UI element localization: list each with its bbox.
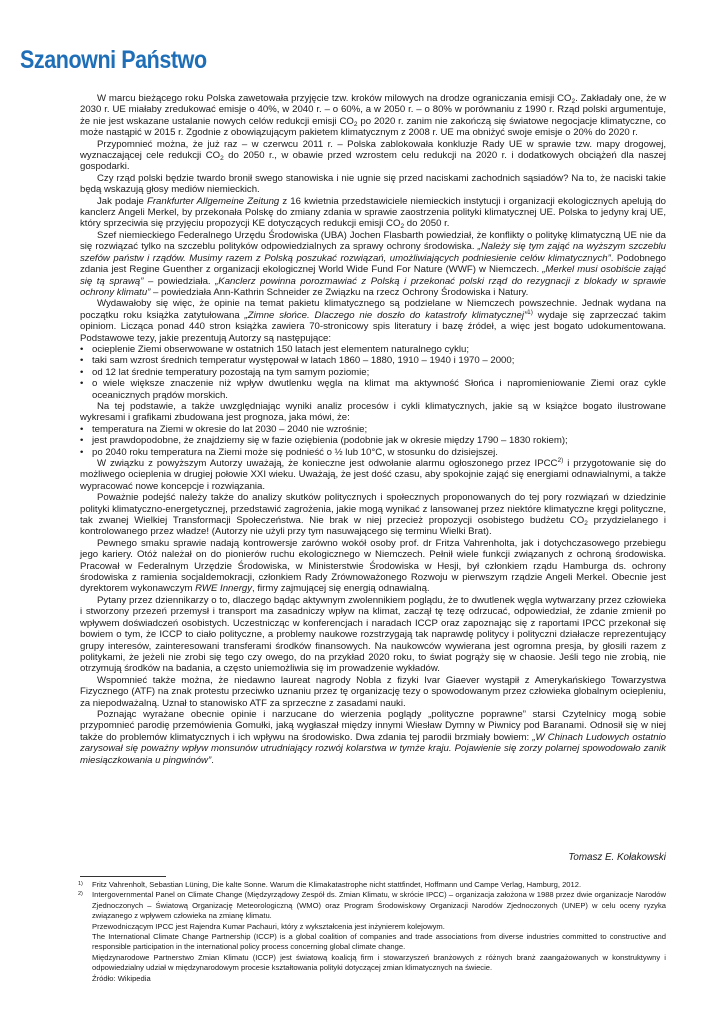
quote: „W Chinach Ludowych ostatnio zarysował się poważny wpływ monsunów utrudniający rozwój kolarstwa w tymże kraju. Pojawienie się zorzy polarnej spowodowało zanik miesiączkowania u pingwinów”	[80, 731, 666, 766]
paragraph: Wydawałoby się więc, że opinie na temat pakietu klimatycznego są podzielane w Niemczech powszechnie. Jednak wydana na początku roku książka zatytułowana „Zimne słońce. Dlaczego nie doszło do katastrofy klimatycznej”$^{1)}$ wydaje się zaprzeczać takim opiniom. Licząca ponad 440 stron książka zawiera 70-stronicowy spis literatury i bazę źródeł, a więc jest bogato udokumentowana. Podstawowe tezy, jakie prezentują Autorzy są następujące:	[80, 298, 666, 344]
footnote-mark: 1)	[78, 881, 83, 887]
paragraph: Na tej podstawie, a także uwzględniając wyniki analiz procesów i cykli klimatycznych, jakie są w książce bogato ilustrowane wykresami i grafikami zbudowana jest prognoza, jaka mówi, że:	[80, 400, 666, 424]
paragraph: Wspomnieć także można, że niedawno laureat nagrody Nobla z fizyki Ivar Giaever wystąpił z Amerykańskiego Towarzystwa Fizycznego (ATF) na znak protestu przeciwko uznaniu przez tę organizację tezy o spowodowanym przez człowieka globalnym ociepleniu, za niepodważalną. Uznał to stanowisko ATF za sprzeczne z zasadami nauki.	[80, 674, 666, 709]
book-title: „Zimne słońce. Dlaczego nie doszło do katastrofy klimatycznej”	[244, 309, 528, 321]
list-item: • od 12 lat średnie temperatury pozostają na tym samym poziomie;	[80, 367, 666, 378]
quote: „Merkel musi osobiście zająć się tą sprawą”	[80, 264, 667, 287]
footnotes	[80, 880, 666, 984]
page-title: Szanowni Państwo	[20, 46, 207, 74]
paragraph: Poznając wyrażane obecnie opinie i narzucane do wierzenia poglądy „polityczne poprawne” starsi Czytelnicy mogą sobie przypomnieć parodię przemówienia Gomułki, jaką wygłaszał między innymi Wiesław Dymny w Piwnicy pod Baranami. Odnosił się w niej także do problemów klimatycznych i ich wpływu na środowisko. Dwa zdania tej parodii brzmiały bowiem: „W Chinach Ludowych ostatnio zarysował się poważny wpływ monsunów utrudniający rozwój kolarstwa w tymże kraju. Pojawienie się zorzy polarnej spowodowało zanik miesiączkowania u pingwinów”.	[80, 708, 666, 766]
paragraph: Poważnie podejść należy także do analizy skutków politycznych i społecznych proponowanych do tej pory rozwiązań w dziedzinie polityki klimatyczno-energetycznej, przedstawić zagrożenia, jakie mogą wynikać z lansowanej przez niektóre klimatyczne kręgi polityczne, tak zwanej Wielkiej Transformacji Społeczeństwa. Nie brak w niej przecież propozycji osobistego budżetu $CO_2$ przydzielanego i kontrolowanego przez władze! (Autorzy nie użyli przy tym nasuwającego się terminu Wielki Brat).	[80, 492, 667, 538]
footnote: 1) Fritz Vahrenholt, Sebastian Lüning, Die kalte Sonne. Warum die Klimakatastrophe nicht stattfindet, Hoffmann und Campe Verlag, Hamburg, 2012.	[78, 880, 582, 889]
paragraph: Przypomnieć można, że już raz – w czerwcu 2011 r. – Polska zablokowała konkluzje Rady UE w sprawie tzw. mapy drogowej, wyznaczającej cele redukcji $CO_2$ do 2050 r., w obawie przed wzrostem celu redukcji na 2020 r. i dodatkowych obciążeń dla naszej gospodarki.	[80, 138, 666, 173]
quote: „Kanclerz powinna porozmawiać z Polską i przekonać polski rząd do rezygnacji z blokady w sprawie ochrony klimatu”	[80, 275, 666, 298]
list-item: • jest prawdopodobne, że znajdziemy się w fazie oziębienia (podobnie jak w okresie między 1790 – 1830 rokiem);	[80, 435, 666, 446]
footnote-divider	[80, 876, 166, 877]
list-item: • po 2040 roku temperatura na Ziemi może się podnieść o ½ lub 10°C, w stosunku do dzisiejszej.	[80, 447, 666, 458]
footnote: 2) Intergovernmental Panel on Climate Change (Międzyrządowy Zespół ds. Zmian Klimatu, w skrócie IPCC) – organizacja założona w 1988 przez dwie organizacje Narodów Zjednoczonych – Światową Organizację Meteorologiczną (WMO) oraz Program Środowiskowy Organizacji Narodów Zjednoczonych (UNEP) w celu oceny ryzyka związanego z wpływem człowieka na zmianę klimatu.	[78, 890, 666, 921]
newspaper-name: Frankfurter Allgemeine Zeitung	[146, 195, 280, 207]
company-name: RWE Innergy	[195, 583, 253, 595]
theses-list	[80, 344, 666, 401]
paragraph: Szef niemieckiego Federalnego Urzędu Środowiska (UBA) Jochen Flasbarth powiedział, że konflikty o politykę klimatyczną UE nie da się rozwiązać tylko na szczeblu polityków odpowiedzialnych za sprawy ochrony środowiska. „Należy się tym zająć na wyższym szczeblu szefów państw i rządów. Musimy razem z Polską poszukać rozwiązań, umożliwiających podniesienie celów klimatycznych”. Podobnego zdania jest Regine Guenther z organizacji ekologicznej World Wide Fund For Nature (WWF) w Niemczech. „Merkel musi osobiście zająć się tą sprawą” – powiedziała. „Kanclerz powinna porozmawiać z Polską i przekonać polski rząd do rezygnacji z blokady w sprawie ochrony klimatu” – powiedziała Ann-Kathrin Schneider ze Związku na rzecz Ochrony Środowiska i Natury.	[80, 229, 667, 298]
paragraph: W marcu bieżącego roku Polska zawetowała przyjęcie tzw. kroków milowych na drodze ograniczania emisji $CO_2$. Zakładały one, że w 2030 r. UE miałaby zredukować emisje o 40%, w 2040 r. – o 60%, a w 2050 r. – o 80% w porównaniu z 1990 r. Rząd polski argumentuje, że nie jest wskazane ustalanie nowych celów redukcji emisji $CO_2$ po 2020 r. zanim nie zakończą się światowe negocjacje klimatyczne, co może nastąpić w 2015 r. Zgodnie z obowiązującym pakietem klimatycznym z 2008 r. UE ma obniżyć swoje emisje o 20% do 2020 r.	[80, 93, 666, 139]
footnote-note: Międzynarodowe Partnerstwo Zmian Klimatu (ICCP) jest światową koalicją firm i stowarzyszeń branżowych z różnych branż zaangażowanych w konstruktywny i odpowiedzialny udział w międzynarodowym procesie kształtowania polityki dotyczącej zmian klimatycznych na świecie.	[92, 952, 666, 973]
footnote-source: Źródło: Wikipedia	[92, 973, 151, 983]
footnote-mark: 2)	[78, 891, 83, 898]
paragraph: Jak podaje Frankfurter Allgemeine Zeitung z 16 kwietnia przedstawiciele niemieckich instytucji i organizacji ekologicznych apelują do kanclerz Angeli Merkel, by przekonała Polskę do zmiany zdania w sprawie zaostrzenia polityki klimatycznej UE. Polska to jedyny kraj UE, który sprzeciwia się przyjęciu propozycji KE dotyczących redukcji emisji $CO_2$ do 2050 r.	[80, 195, 667, 231]
footnote-note: Przewodniczącym IPCC jest Rajendra Kumar Pachauri, który z wykształcenia jest inżynierem kolejowym.	[92, 921, 445, 931]
footnote-ref: 1)	[527, 308, 533, 316]
list-item: • temperatura na Ziemi w okresie do lat 2030 – 2040 nie wzrośnie;	[80, 424, 666, 435]
footnote-ref: 2)	[557, 457, 564, 464]
forecast-list	[80, 424, 666, 458]
article-body	[80, 93, 666, 766]
list-item: • ocieplenie Ziemi obserwowane w ostatnich 150 latach jest elementem naturalnego cyklu;	[80, 344, 666, 355]
author-signature: Tomasz E. Kołakowski	[568, 852, 666, 863]
paragraph: Pewnego smaku sprawie nadają kontrowersje zarówno wokół osoby prof. dr Fritza Vahrenholta, jak i dotychczasowego przebiegu jego kariery. Otóż należał on do pionierów ruchu ekologicznego w Niemczech. Pełnił wiele funkcji związanych z ochroną środowiska. Pracował w Federalnym Urzędzie Środowiska, w Ministerstwie Środowiska w Hesji, był członkiem rządu Hamburga ds. ochrony środowiska z ramienia socjaldemokracji, członkiem Rady Zrównoważonego Rozwoju w pierwszym rządzie Angeli Merkel. Obecnie jest dyrektorem wykonawczym RWE Innergy, firmy zajmującej się energią odnawialną.	[80, 537, 666, 595]
paragraph: W związku z powyższym Autorzy uważają, że konieczne jest odwołanie alarmu ogłoszonego przez IPCC$^{2)}$ i przygotowanie się do możliwego ocieplenia w drugiej połowie XXI wieku. Uważają, że jest dość czasu, aby spokojnie zająć się energiami odnawialnymi, a także wypracować nowe koncepcje i rozwiązania.	[80, 457, 666, 492]
paragraph: Pytany przez dziennikarzy o to, dlaczego bądąc aktywnym zwolennikiem poglądu, że to dwutlenek węgla wytwarzany przez człowieka i stworzony przezeń przemysł i transport ma zasadniczy wpływ na klimat, zaczął tę tezę odrzucać, odpowiedział, że zdanie zmienił po wpływem doświadczeń osobistych. Uczestnicząc w konferencjach i naradach ICCP oraz zapoznając się z raportami IPCC przekonał się bowiem o tym, że ICCP to ciało polityczne, a problemy naukowe rozstrzygają tak naprawdę politycy i polityczni działacze reprezentujący grupy interesów, zainteresowani transferami środków finansowych. Na naukowców wywierana jest ogromna presja, by głosili razem z politykami, że jeżeli nie zrobi się tego czy owego, do na przykład 2020 roku, to świat pogrąży się w chaosie. Jeśli tego nie zrobią, nie otrzymują środków na badania, a często uniemożliwia się im prowadzenie wykładów.	[80, 594, 666, 675]
quote: „Należy się tym zająć na wyższym szczeblu szefów państw i rządów. Musimy razem z Polską poszukać rozwiązań, umożliwiających podniesienie celów klimatycznych”	[80, 241, 666, 264]
paragraph: Czy rząd polski będzie twardo bronił swego stanowiska i nie ugnie się przed naciskami zachodnich sąsiadów? Na to, że naciski takie będą wskazują głosy mediów niemieckich.	[80, 172, 666, 196]
footnote-note: The International Climate Change Partnership (ICCP) is a global coalition of companies and trade associations from diverse industries committed to constructive and responsible participation in the international policy process concerning global climate change.	[92, 932, 666, 952]
list-item: • o wiele większe znaczenie niż wpływ dwutlenku węgla na klimat ma aktywność Słońca i napromieniowanie Ziemi oraz cykle oceanicznych prądów morskich.	[80, 378, 666, 401]
list-item: • taki sam wzrost średnich temperatur występował w latach 1860 – 1880, 1910 – 1940 i 1970 – 2000;	[80, 355, 666, 366]
